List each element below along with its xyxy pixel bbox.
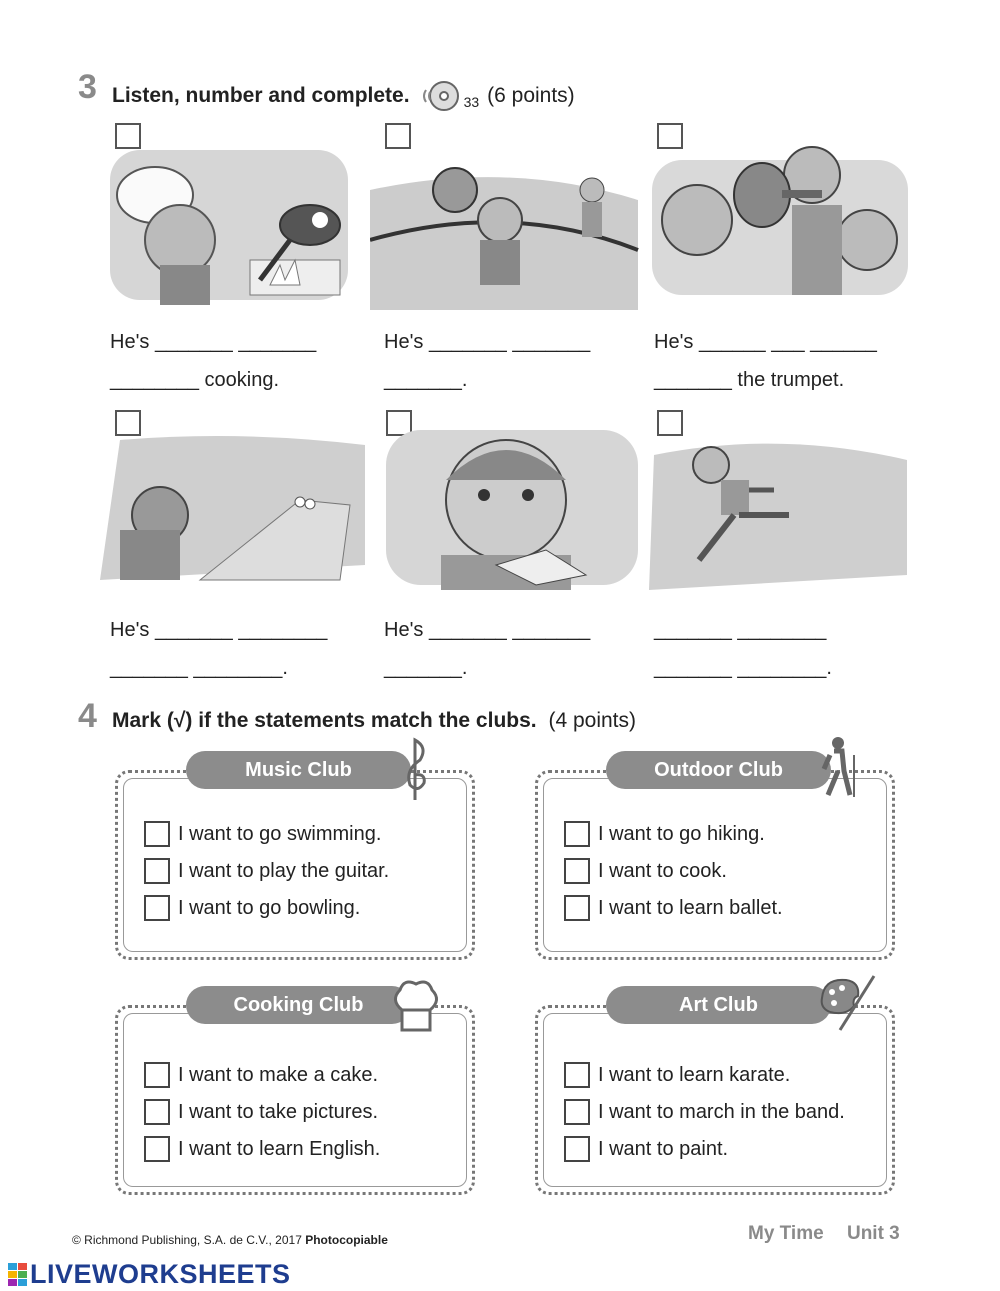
- answer-line[interactable]: _______.: [384, 369, 468, 391]
- exercise-4-instruction: Mark (√) if the statements match the clubs.: [112, 709, 537, 732]
- answer-line[interactable]: He's _______ _______: [384, 619, 591, 641]
- statement-checkbox[interactable]: [564, 1099, 590, 1125]
- statement-checkbox[interactable]: [564, 1062, 590, 1088]
- exercise-3-points: (6 points): [487, 84, 575, 107]
- statement-checkbox[interactable]: [564, 1136, 590, 1162]
- statement-item[interactable]: I want to cook.: [564, 858, 727, 884]
- statement-item[interactable]: I want to learn ballet.: [564, 895, 783, 921]
- statement-item[interactable]: I want to play the guitar.: [144, 858, 389, 884]
- answer-line[interactable]: _______ the trumpet.: [654, 369, 845, 391]
- statement-item[interactable]: I want to go bowling.: [144, 895, 360, 921]
- club-title: Art Club: [606, 986, 831, 1024]
- exercise-4-number: 4: [78, 697, 97, 735]
- picture-cooking: [110, 140, 350, 305]
- statement-item[interactable]: I want to march in the band.: [564, 1099, 845, 1125]
- statement-item[interactable]: I want to learn English.: [144, 1136, 380, 1162]
- exercise-4-points: (4 points): [548, 709, 637, 732]
- picture-basketball: [370, 140, 640, 310]
- answer-line[interactable]: He's _______ ________: [110, 619, 328, 641]
- club-box-outdoor: [535, 759, 895, 960]
- chef-hat-icon: [390, 976, 442, 1034]
- book-label: My Time Unit 3: [748, 1223, 900, 1244]
- statement-item[interactable]: I want to paint.: [564, 1136, 728, 1162]
- exercise-3-heading: [112, 80, 575, 112]
- statement-checkbox[interactable]: [564, 821, 590, 847]
- statement-item[interactable]: I want to take pictures.: [144, 1099, 378, 1125]
- statement-checkbox[interactable]: [144, 1099, 170, 1125]
- liveworksheets-logo-icon: [8, 1263, 28, 1287]
- statement-checkbox[interactable]: [144, 895, 170, 921]
- club-box-cooking: [115, 994, 475, 1195]
- picture-running: [649, 435, 911, 593]
- statement-item[interactable]: I want to make a cake.: [144, 1062, 378, 1088]
- copyright: © Richmond Publishing, S.A. de C.V., 2017 Photocopiable: [72, 1233, 388, 1247]
- music-note-icon: [400, 735, 430, 805]
- photocopiable-label: Photocopiable: [305, 1233, 388, 1247]
- statement-item[interactable]: I want to go swimming.: [144, 821, 381, 847]
- answer-line[interactable]: ________ cooking.: [110, 369, 280, 391]
- exercise-3-instruction: Listen, number and complete.: [112, 84, 410, 107]
- exercise-4-heading: [112, 709, 636, 733]
- statement-checkbox[interactable]: [564, 895, 590, 921]
- statement-item[interactable]: I want to go hiking.: [564, 821, 765, 847]
- club-box-art: [535, 994, 895, 1195]
- liveworksheets-brand: LIVEWORKSHEETS: [30, 1259, 291, 1289]
- statement-checkbox[interactable]: [144, 821, 170, 847]
- picture-bowling: [100, 430, 368, 585]
- cd-audio-icon[interactable]: [420, 80, 464, 112]
- answer-line[interactable]: _______ ________.: [654, 657, 832, 679]
- statement-checkbox[interactable]: [144, 1062, 170, 1088]
- unit-label: Unit 3: [846, 1223, 900, 1244]
- statement-item[interactable]: I want to learn karate.: [564, 1062, 790, 1088]
- exercise-3-number: 3: [78, 68, 97, 106]
- answer-line[interactable]: _______ ________.: [110, 657, 288, 679]
- club-title: Music Club: [186, 751, 411, 789]
- club-title: Cooking Club: [186, 986, 411, 1024]
- answer-line[interactable]: He's ______ ___ ______: [654, 331, 877, 353]
- club-title: Outdoor Club: [606, 751, 831, 789]
- palette-icon: [816, 972, 878, 1034]
- statement-checkbox[interactable]: [144, 1136, 170, 1162]
- picture-reading: [386, 425, 640, 590]
- picture-trumpet: [652, 140, 910, 300]
- statement-checkbox[interactable]: [144, 858, 170, 884]
- answer-line[interactable]: _______ ________: [654, 619, 827, 641]
- picture-number-box[interactable]: [657, 410, 683, 436]
- liveworksheets-logo[interactable]: [8, 1259, 291, 1290]
- answer-line[interactable]: He's _______ _______: [384, 331, 591, 353]
- statement-checkbox[interactable]: [564, 858, 590, 884]
- answer-line[interactable]: He's _______ _______: [110, 331, 317, 353]
- track-number: 33: [463, 94, 480, 110]
- hiker-icon: [816, 735, 860, 799]
- answer-line[interactable]: _______.: [384, 657, 468, 679]
- club-box-music: [115, 759, 475, 960]
